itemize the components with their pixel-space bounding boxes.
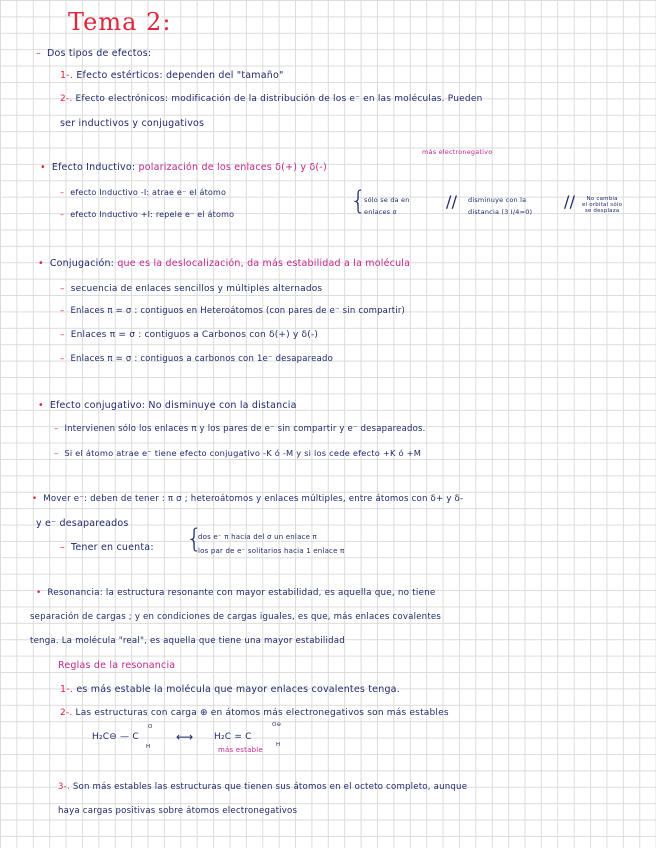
rule-1 [60, 684, 400, 695]
tener-note [198, 530, 344, 558]
mover-cont: y e⁻ desapareados [36, 518, 129, 529]
conjugacion-item [60, 354, 333, 364]
dash-bullet-icon: – [60, 306, 65, 316]
item-text: Las estructuras con carga ⊕ en átomos más electronegativos son más estables [75, 708, 449, 718]
structure-right-top: O⊖ [272, 722, 282, 728]
heading-rest: No disminuye con la distancia [148, 400, 297, 411]
structure-left-bottom: H [146, 744, 151, 750]
conjugativo-item [54, 424, 426, 434]
conjugacion-item [60, 284, 322, 294]
resonancia-line: separación de cargas ; y en condiciones de cargas iguales, es que, más enlaces covalentes [30, 612, 442, 622]
dash-bullet-icon: – [60, 330, 65, 340]
item-text: Enlaces π = σ : contiguos en Heteroátomos (con pares de e⁻ sin compartir) [70, 306, 406, 316]
item-number: 1-. [60, 70, 74, 81]
item-text: Son más estables las estructuras que tienen sus átomos en el octeto completo, aunque [72, 782, 468, 792]
heading-text: Mover e⁻: [43, 494, 88, 504]
distance-line-b: distancia (3 I/4=0) [468, 208, 533, 216]
item-text: secuencia de enlaces sencillos y múltiples alternados [70, 284, 323, 294]
orbital-note [582, 196, 622, 214]
distance-line-a: disminuye con la [468, 196, 527, 204]
orbital-line-a: No cambia [586, 196, 618, 202]
item-number: 3-. [58, 782, 70, 792]
brace-line-b: enlaces σ [364, 208, 397, 216]
dot-bullet-icon: • [36, 588, 42, 598]
dash-bullet-icon: – [60, 354, 65, 364]
item-text: Si el átomo atrae e⁻ tiene efecto conjugativo -K ó -M y si los cede efecto +K ó +M [64, 448, 422, 458]
page-title: Tema 2: [68, 8, 172, 36]
dot-bullet-icon: • [32, 494, 38, 504]
dash-bullet-icon: – [60, 284, 65, 294]
intro-item-1 [60, 70, 284, 81]
rule-3 [58, 782, 467, 792]
orbital-line-c: se desplaza [584, 208, 620, 214]
item-text: Efecto electrónicos: modificación de la distribución de los e⁻ en las moléculas. Pueden [75, 94, 483, 104]
tener-line-1: dos e⁻ π hacia del σ un enlace π [198, 533, 317, 541]
dot-bullet-icon: • [40, 162, 46, 173]
conjugacion-heading [38, 258, 410, 269]
conjugativo-heading [38, 400, 297, 411]
heading-rest: la estructura resonante con mayor estabilidad, es aquella que, no tiene [105, 588, 436, 598]
rules-heading: Reglas de la resonancia [58, 660, 176, 671]
brace-icon: { [350, 186, 367, 216]
intro-item-2-cont: ser inductivos y conjugativos [60, 118, 205, 129]
dash-bullet-icon: – [60, 210, 65, 219]
dot-bullet-icon: • [38, 400, 44, 411]
heading-text: Conjugación: [49, 258, 115, 269]
conjugativo-item [54, 448, 421, 458]
dash-bullet-icon: – [36, 48, 41, 59]
resonancia-heading [36, 588, 436, 598]
heading-rest: que es la deslocalización, da más estabilidad a la molécula [117, 258, 411, 269]
intro-item-2 [60, 94, 482, 104]
heading-rest: polarización de los enlaces δ(+) y δ(-) [138, 162, 327, 173]
distance-note [468, 194, 532, 218]
structure-left [92, 732, 139, 742]
conjugacion-item [60, 330, 318, 340]
inductivo-minus [60, 188, 226, 197]
item-text: Intervienen sólo los enlaces π y los pares de e⁻ sin compartir y e⁻ desapareados. [64, 424, 426, 434]
inductivo-plus [60, 210, 234, 219]
item-number: 2-. [60, 94, 73, 104]
item-text: efecto Inductivo -I: atrae e⁻ el átomo [70, 188, 227, 197]
item-text: Enlaces π = σ : contiguos a carbonos con 1e⁻ desapareado [70, 354, 333, 364]
item-text: efecto Inductivo +I: repele e⁻ el átomo [70, 210, 235, 219]
structure-left-main: H₂C⊖ — C [92, 732, 139, 742]
dash-bullet-icon: – [54, 448, 59, 458]
double-slash-icon: // [446, 192, 458, 211]
item-text: Tener en cuenta: [70, 542, 154, 553]
structure-left-top: O [148, 724, 153, 730]
annotation-note: más electronegativo [422, 148, 493, 156]
structure-note: más estable [218, 746, 263, 754]
rule-3-cont: haya cargas positivas sobre átomos electronegativos [58, 806, 298, 816]
conjugacion-item [60, 306, 405, 316]
mover-heading [32, 494, 463, 504]
heading-rest: deben de tener : π σ ; heteroátomos y enlaces múltiples, entre átomos con δ+ y δ- [90, 494, 464, 504]
item-text: es más estable la molécula que mayor enlaces covalentes tenga. [76, 684, 400, 695]
dash-bullet-icon: – [60, 542, 65, 553]
orbital-line-b: el orbital sólo [582, 202, 623, 208]
heading-text: Efecto Inductivo: [51, 162, 136, 173]
resonancia-line: tenga. La molécula "real", es aquella que tiene una mayor estabilidad [30, 636, 345, 646]
item-number: 2-. [60, 708, 73, 718]
item-number: 1-. [60, 684, 74, 695]
heading-text: Resonancia: [47, 588, 103, 598]
brace-line-a: sólo se da en [364, 196, 410, 204]
dot-bullet-icon: • [38, 258, 44, 269]
item-text: Efecto estérticos: dependen del "tamaño" [76, 70, 284, 81]
intro-text: Dos tipos de efectos: [46, 48, 152, 59]
brace-icon: { [186, 524, 203, 554]
inductivo-heading [40, 162, 327, 173]
item-text: Enlaces π = σ : contiguos a Carbonos con δ(+) y δ(-) [70, 330, 319, 340]
resonance-arrow-icon: ⟷ [176, 730, 194, 744]
tener-line-2: los par de e⁻ solitarios hacia 1 enlace π [198, 547, 345, 555]
brace-note [364, 194, 410, 218]
rule-2 [60, 708, 449, 718]
heading-text: Efecto conjugativo: [49, 400, 146, 411]
dash-bullet-icon: – [60, 188, 65, 197]
structure-right [214, 732, 252, 742]
double-slash-icon: // [564, 192, 576, 211]
structure-right-main: H₂C = C [214, 732, 252, 742]
intro-line [36, 48, 151, 59]
mover-tener [60, 542, 154, 553]
dash-bullet-icon: – [54, 424, 59, 434]
structure-right-bottom: H [276, 742, 281, 748]
